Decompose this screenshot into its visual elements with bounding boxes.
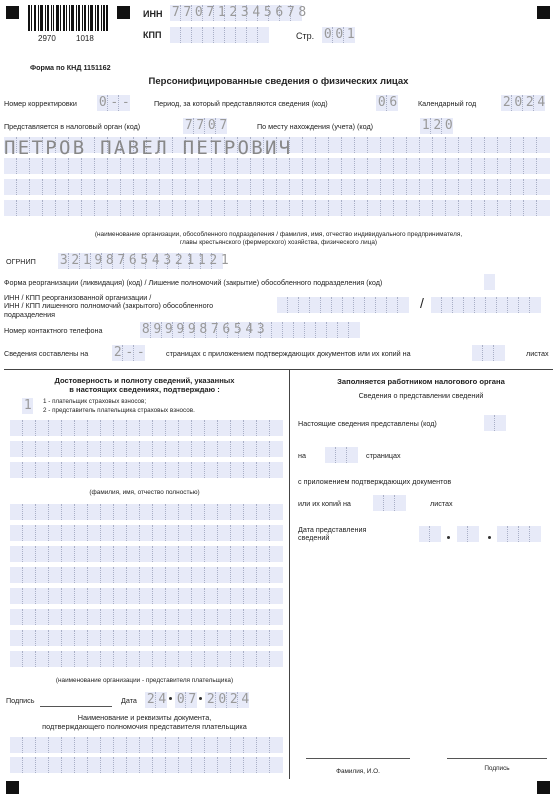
corner-marker-top-right	[537, 6, 550, 19]
option-1: 1 - плательщик страховых взносов;	[43, 398, 147, 405]
presentation-date-label-1: Дата представления	[298, 525, 367, 534]
name-grid-row[interactable]	[4, 200, 550, 216]
section-divider	[4, 369, 553, 370]
reorg-form-field[interactable]	[484, 274, 495, 290]
year-label: Календарный год	[418, 99, 477, 108]
reorg-inn-label-3: подразделения	[4, 309, 55, 319]
org-grid-row[interactable]	[10, 504, 283, 520]
kpp-label: КПП	[143, 30, 162, 40]
org-grid-row[interactable]	[10, 567, 283, 583]
presentation-date-label-2: сведений	[298, 533, 330, 543]
document-title	[0, 713, 289, 732]
date-separator-2	[199, 697, 202, 700]
period-value: 0 6	[377, 95, 398, 110]
date-separator-1	[169, 697, 172, 700]
presentation-day-field[interactable]	[419, 526, 441, 542]
pages-label: Сведения составлены на	[4, 349, 89, 358]
correction-value: 0 - -	[98, 95, 130, 110]
reorg-inn-label-2: ИНН / КПП лишенного полномочий (закрытого) обособленного	[4, 301, 214, 311]
corner-marker-top-center	[117, 6, 130, 19]
document-title-line-2: подтверждающего полномочия представителя плательщика	[42, 722, 247, 732]
org-grid-row[interactable]	[10, 546, 283, 562]
presentation-date-separator-2	[488, 536, 491, 539]
document-title-line-1: Наименование и реквизиты документа,	[77, 713, 212, 722]
org-grid-row[interactable]	[10, 525, 283, 541]
reorg-inn-label	[4, 294, 213, 319]
period-label: Период, за который представляются сведения (код)	[154, 99, 328, 108]
name-caption	[0, 231, 557, 247]
presentation-month-field[interactable]	[457, 526, 479, 542]
year-value: 2 0 2 4	[502, 95, 546, 110]
phone-value: 8 9 9 9 9 8 7 6 5 4 3	[141, 322, 265, 337]
presentation-date-separator-1	[447, 536, 450, 539]
barcode	[28, 5, 108, 31]
date-month-value: 0 7	[176, 692, 197, 707]
presented-code-field[interactable]	[484, 415, 506, 431]
confirmer-type-value: 1	[23, 398, 32, 413]
org-grid-row[interactable]	[10, 651, 283, 667]
ogrnip-value: 3 2 1 9 8 7 6 5 4 3 2 1 1 2 1	[59, 253, 229, 268]
corner-marker-bottom-left	[6, 781, 19, 794]
left-section-title	[0, 377, 289, 394]
page-label: Стр.	[296, 31, 315, 41]
name-grid-row[interactable]	[4, 158, 550, 174]
location-value: 1 2 0	[421, 118, 453, 133]
tax-authority-value: 7 7 0 7	[184, 118, 228, 133]
reorg-inn-label-1: ИНН / КПП реорганизованной организации /	[4, 293, 152, 302]
option-2: 2 - представитель плательщика страховых взносов.	[43, 406, 195, 414]
signature-line[interactable]	[40, 706, 112, 707]
on-label: на	[298, 451, 306, 460]
name-caption-line-1: (наименование организации, обособленного подразделения / фамилия, имя, отчество индивидуального предпринимателя,	[94, 231, 463, 238]
right-section-subtitle: Сведения о представлении сведений	[358, 391, 484, 400]
fio-caption: (фамилия, имя, отчество полностью)	[89, 489, 200, 496]
reorg-slash: /	[420, 295, 424, 311]
sheets-label: листах	[526, 349, 549, 358]
pages-value: 2 - -	[113, 345, 145, 360]
barcode-number-1: 2970	[38, 34, 56, 43]
right-pages-field[interactable]	[325, 447, 358, 463]
inn-label: ИНН	[143, 9, 163, 19]
kpp-field[interactable]	[170, 27, 269, 43]
date-year-value: 2 0 2 4	[206, 692, 250, 707]
document-grid-row[interactable]	[10, 737, 283, 753]
right-pages-label: страницах	[366, 451, 401, 460]
presentation-year-field[interactable]	[497, 526, 541, 542]
form-title: Персонифицированные сведения о физических лицах	[148, 76, 409, 87]
name-caption-line-2: главы крестьянского (фермерского) хозяйства, физического лица)	[179, 239, 378, 246]
fio-grid-row[interactable]	[10, 462, 283, 478]
corner-marker-bottom-right	[537, 781, 550, 794]
location-label: По месту нахождения (учета) (код)	[257, 122, 374, 131]
reorg-form-label: Форма реорганизации (ликвидация) (код) / Лишение полномочий (закрытие) обособленного подразделения (код)	[4, 278, 383, 287]
officer-signature-caption: Подпись	[484, 765, 510, 772]
confirmer-options	[43, 398, 195, 415]
right-sheets-field[interactable]	[373, 495, 406, 511]
officer-signature-line[interactable]	[447, 758, 547, 759]
attach-label-2: или их копий на	[298, 499, 351, 508]
org-grid-row[interactable]	[10, 588, 283, 604]
form-code: Форма по КНД 1151162	[30, 63, 111, 72]
signature-label: Подпись	[6, 696, 35, 705]
officer-fio-caption: Фамилия, И.О.	[336, 768, 380, 775]
reorg-kpp-field[interactable]	[431, 297, 541, 313]
page-value: 0 0 1	[323, 27, 355, 42]
barcode-number-2: 1018	[76, 34, 94, 43]
phone-label: Номер контактного телефона	[4, 326, 103, 335]
name-grid-row[interactable]	[4, 179, 550, 195]
document-grid-row[interactable]	[10, 757, 283, 773]
right-sheets-label: листах	[430, 499, 453, 508]
presented-label: Настоящие сведения представлены (код)	[298, 419, 437, 428]
org-grid-row[interactable]	[10, 630, 283, 646]
attach-label-1: с приложением подтверждающих документов	[298, 477, 452, 486]
sheets-field[interactable]	[472, 345, 505, 361]
inn-value: 7 7 0 7 1 2 3 4 5 6 7 8	[171, 5, 307, 20]
correction-label: Номер корректировки	[4, 99, 77, 108]
ogrnip-label: ОГРНИП	[6, 257, 36, 266]
left-title-line-2: в настоящих сведениях, подтверждаю :	[69, 384, 220, 394]
pages-suffix: страницах с приложением подтверждающих документов или их копий на	[166, 349, 411, 358]
org-caption: (наименование организации - представителя плательщика)	[55, 677, 234, 684]
left-title-line-1: Достоверность и полноту сведений, указанных	[54, 376, 235, 385]
corner-marker-top-left	[6, 6, 19, 19]
column-divider	[289, 369, 290, 779]
fio-grid-row[interactable]	[10, 420, 283, 436]
date-label: Дата	[121, 696, 137, 705]
org-grid-row[interactable]	[10, 609, 283, 625]
right-section-title: Заполняется работником налогового органа	[337, 377, 505, 386]
tax-authority-label: Представляется в налоговый орган (код)	[4, 122, 141, 131]
name-value: ПЕТРОВ ПАВЕЛ ПЕТРОВИЧ	[4, 137, 293, 159]
fio-grid-row[interactable]	[10, 441, 283, 457]
fio-signature-line[interactable]	[306, 758, 410, 759]
date-day-value: 2 4	[146, 692, 167, 707]
presentation-date-label	[298, 526, 366, 543]
reorg-inn-field[interactable]	[277, 297, 409, 313]
